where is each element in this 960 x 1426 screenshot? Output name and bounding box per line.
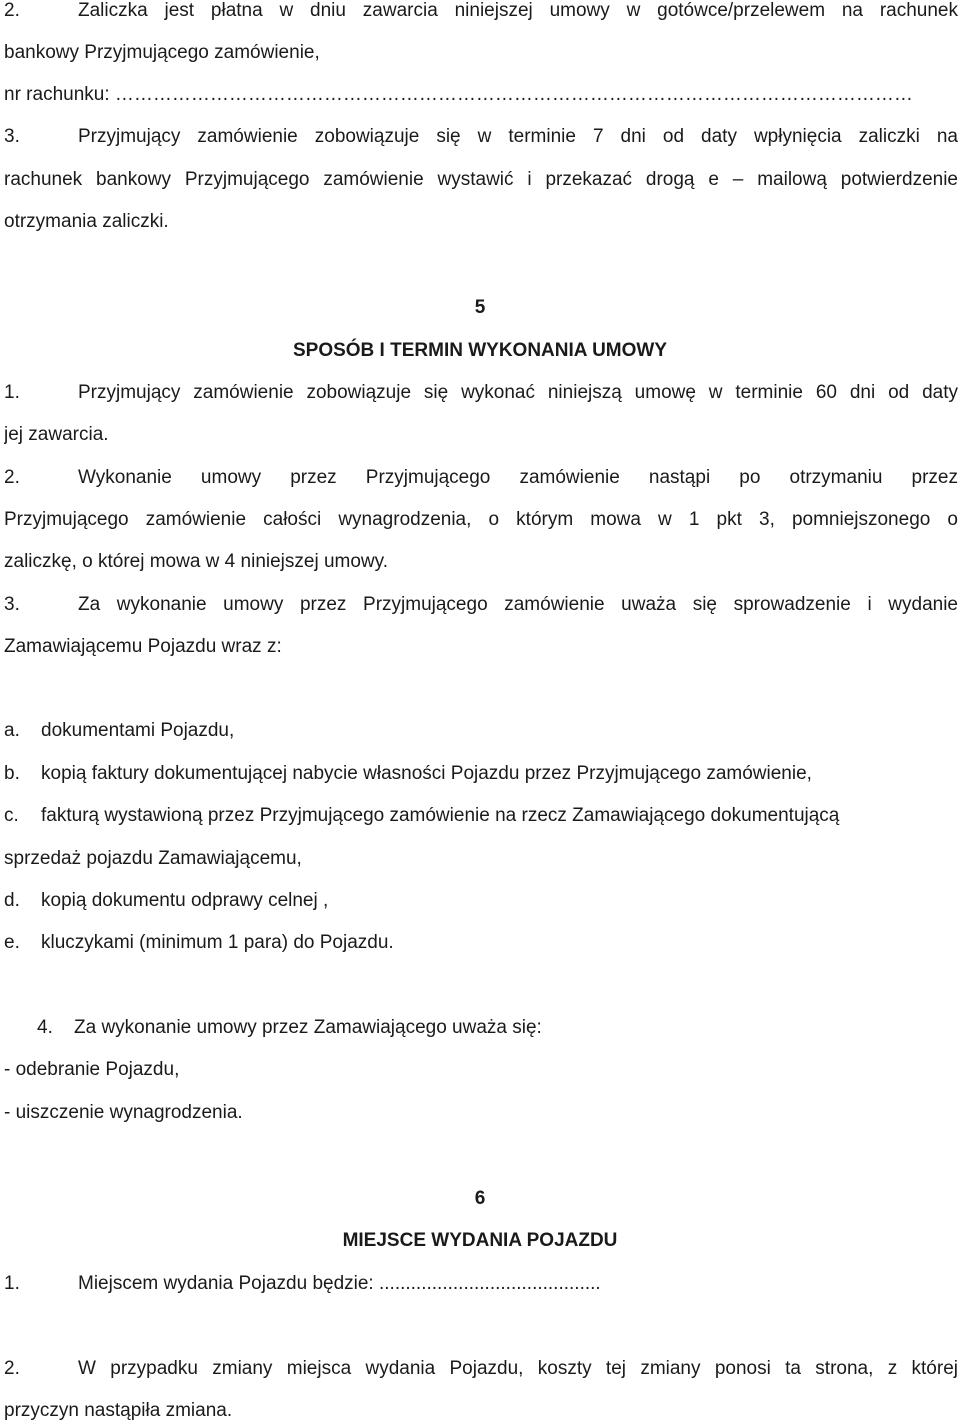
list-letter: e. xyxy=(4,932,20,953)
paragraph-line: Przyjmującego zamówienie całości wynagrodzenia, o którym mowa w 1 pkt 3, pomniejszonego o xyxy=(4,509,958,530)
list-number: 1. xyxy=(4,1273,20,1294)
section-number: 5 xyxy=(474,297,486,318)
list-number: 4. xyxy=(37,1017,53,1038)
list-item: e. kluczykami (minimum 1 para) do Pojazdu. xyxy=(4,930,958,956)
list-number: 3. xyxy=(4,594,20,615)
list-number: 3. xyxy=(4,126,20,147)
list-number: 2. xyxy=(4,1358,20,1379)
paragraph-line: jej zawarcia. xyxy=(4,424,109,445)
list-number: 1. xyxy=(4,382,20,403)
paragraph-line: przyczyn nastąpiła zmiana. xyxy=(4,1400,233,1421)
paragraph-line: 3. Przyjmujący zamówienie zobowiązuje się w terminie 7 dni od daty wpłynięcia zaliczki na xyxy=(4,124,958,150)
paragraph-line: otrzymania zaliczki. xyxy=(4,211,169,232)
list-letter: a. xyxy=(4,720,20,741)
list-item: b. kopią faktury dokumentującej nabycie własności Pojazdu przez Przyjmującego zamówienie, xyxy=(4,761,958,787)
paragraph-line: 1. Miejscem wydania Pojazdu będzie: .......................................... xyxy=(4,1271,958,1297)
paragraph-line: 3. Za wykonanie umowy przez Przyjmującego zamówienie uważa się sprowadzenie i wydanie xyxy=(4,592,958,618)
paragraph-line: 1. Przyjmujący zamówienie zobowiązuje się wykonać niniejszą umowę w terminie 60 dni od daty xyxy=(4,380,958,406)
paragraph-line: 2. W przypadku zmiany miejsca wydania Pojazdu, koszty tej zmiany ponosi ta strona, z której xyxy=(4,1356,958,1382)
paragraph-line: zaliczkę, o której mowa w 4 niniejszej umowy. xyxy=(4,551,389,572)
list-letter: c. xyxy=(4,805,19,826)
paragraph-line: 2. Wykonanie umowy przez Przyjmującego zamówienie nastąpi po otrzymaniu przez xyxy=(4,465,958,491)
dash-item: - uiszczenie wynagrodzenia. xyxy=(4,1102,243,1123)
list-item: c. fakturą wystawioną przez Przyjmującego zamówienie na rzecz Zamawiającego dokumentującą xyxy=(4,803,958,829)
paragraph-line: rachunek bankowy Przyjmującego zamówienie wystawić i przekazać drogą e – mailową potwierdzenie xyxy=(4,169,958,190)
list-number: 2. xyxy=(4,467,20,488)
section-number: 6 xyxy=(474,1188,486,1209)
list-number: 2. xyxy=(4,0,20,21)
list-letter: d. xyxy=(4,890,20,911)
list-item: d. kopią dokumentu odprawy celnej , xyxy=(4,888,958,914)
paragraph-line: 4. Za wykonanie umowy przez Zamawiającego uważa się: xyxy=(37,1015,958,1041)
paragraph-line: bankowy Przyjmującego zamówienie, xyxy=(4,42,320,63)
paragraph-line: Zamawiającemu Pojazdu wraz z: xyxy=(4,636,282,657)
section-title: SPOSÓB I TERMIN WYKONANIA UMOWY xyxy=(292,340,668,361)
paragraph-line: 2. Zaliczka jest płatna w dniu zawarcia niniejszej umowy w gotówce/przelewem na rachunek xyxy=(4,0,958,24)
paragraph-line: nr rachunku: ……………………………………………………………………………………………………………… xyxy=(4,84,913,105)
dash-item: - odebranie Pojazdu, xyxy=(4,1059,180,1080)
list-letter: b. xyxy=(4,763,20,784)
section-title: MIEJSCE WYDANIA POJAZDU xyxy=(342,1230,618,1251)
list-item-continuation: sprzedaż pojazdu Zamawiającemu, xyxy=(4,848,302,869)
list-item: a. dokumentami Pojazdu, xyxy=(4,718,958,744)
